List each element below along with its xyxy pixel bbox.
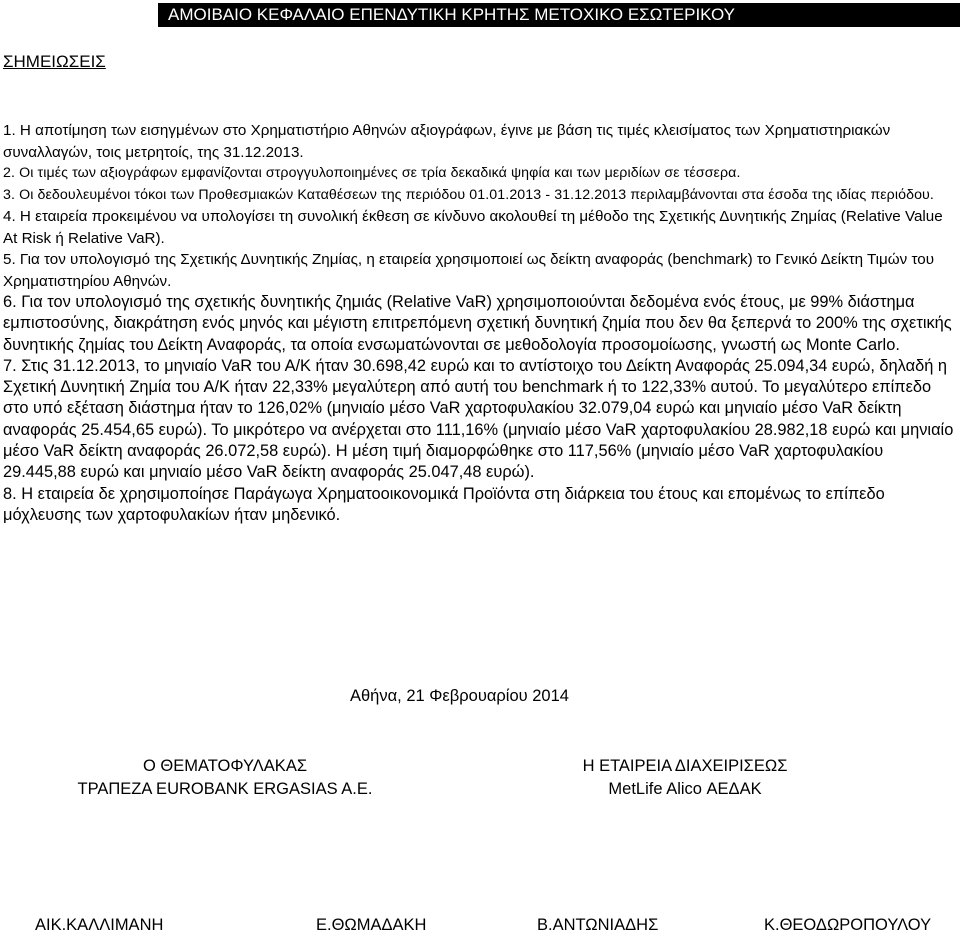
custodian-signature-block	[60, 756, 390, 799]
note-4: 4. Η εταιρεία προκειμένου να υπολογίσει τη συνολική έκθεση σε κίνδυνο ακολουθεί τη μέθοδο της Σχετικής Δυνητικής Ζημίας (Relative Value At Risk ή Relative VaR).	[3, 208, 943, 247]
notes-list	[3, 120, 958, 526]
manager-signature-block	[535, 756, 835, 799]
signatory-name-1: ΑΙΚ.ΚΑΛΛΙΜΑΝΗ	[35, 916, 164, 934]
manager-title: Η ΕΤΑΙΡΕΙΑ ΔΙΑΧΕΙΡΙΣΕΩΣ	[582, 757, 788, 775]
manager-name: MetLife Alico ΑΕΔΑΚ	[608, 780, 762, 798]
custodian-title: Ο ΘΕΜΑΤΟΦΥΛΑΚΑΣ	[142, 757, 308, 775]
note-1: 1. Η αποτίμηση των εισηγμένων στο Χρηματιστήριο Αθηνών αξιογράφων, έγινε με βάση τις τιμές κλεισίματος των Χρηματιστηριακών συναλλαγών, τοις μετρητοίς, της 31.12.2013.	[3, 122, 891, 161]
custodian-name: ΤΡΑΠΕΖΑ EUROBANK ERGASIAS A.E.	[77, 780, 373, 798]
note-5: 5. Για τον υπολογισμό της Σχετικής Δυνητικής Ζημίας, η εταιρεία χρησιμοποιεί ως δείκτη αναφοράς (benchmark) το Γενικό Δείκτη Τιμών του Χρηματιστηρίου Αθηνών.	[3, 251, 935, 290]
signatory-name-2: Ε.ΘΩΜΑΔΑΚΗ	[316, 916, 427, 934]
note-6: 6. Για τον υπολογισμό της σχετικής δυνητικής ζημιάς (Relative VaR) χρησιμοποιούνται δεδομένα ενός έτους, με 99% διάστημα εμπιστοσύνης, διακράτηση ενός μηνός και μέγιστη επιτρεπόμενη σχετική δυνητική ζημία που δεν θα ξεπερνά το 200% της σχετικής δυνητικής ζημίας του Δείκτη Αναφοράς, τα οποία ενσωματώνονται σε μεθοδολογία προσομοίωσης, γνωστή ως Monte Carlo.	[3, 293, 952, 354]
note-7: 7. Στις 31.12.2013, το μηνιαίο VaR του Α/Κ ήταν 30.698,42 ευρώ και το αντίστοιχο του Δείκτη Αναφοράς 25.094,34 ευρώ, δηλαδή η Σχετική Δυνητική Ζημία του Α/Κ ήταν 22,33% μεγαλύτερη από αυτή του benchmark ή το 122,33% αυτού. Το μεγαλύτερο επίπεδο στο υπό εξέταση διάστημα ήταν το 126,02% (μηνιαίο μέσο VaR χαρτοφυλακίου 32.079,04 ευρώ και μηνιαίο μέσο VaR δείκτη αναφοράς 25.454,65 ευρώ). Το μικρότερο να ανέρχεται στο 111,16% (μηνιαίο μέσο VaR χαρτοφυλακίου 28.982,18 ευρώ και μηνιαίο μέσο VaR δείκτη αναφοράς 26.072,58 ευρώ). Η μέση τιμή διαμορφώθηκε στο 117,56% (μηνιαίο μέσο VaR χαρτοφυλακίου 29.445,88 ευρώ και μηνιαίο μέσο VaR δείκτη αναφοράς 25.047,48 ευρώ).	[3, 356, 954, 482]
place-date: Αθήνα, 21 Φεβρουαρίου 2014	[350, 687, 569, 705]
fund-title: ΑΜΟΙΒΑΙΟ ΚΕΦΑΛΑΙΟ ΕΠΕΝΔΥΤΙΚΗ ΚΡΗΤΗΣ ΜΕΤΟΧΙΚΟ ΕΣΩΤΕΡΙΚΟΥ	[168, 5, 736, 24]
fund-title-bar	[158, 3, 960, 27]
note-2: 2. Οι τιμές των αξιογράφων εμφανίζονται στρογγυλοποιημένες σε τρία δεκαδικά ψηφία και των μεριδίων σε τέσσερα.	[3, 165, 741, 181]
section-title: ΣΗΜΕΙΩΣΕΙΣ	[3, 52, 106, 71]
note-3: 3. Οι δεδουλευμένοι τόκοι των Προθεσμιακών Καταθέσεων της περιόδου 01.01.2013 - 31.12.2013 περιλαμβάνονται στα έσοδα της ιδίας περιόδου.	[3, 186, 934, 203]
signatory-name-4: Κ.ΘΕΟΔΩΡΟΠΟΥΛΟΥ	[764, 916, 932, 934]
note-8: 8. Η εταιρεία δε χρησιμοποίησε Παράγωγα Χρηματοοικονομικά Προϊόντα στη διάρκεια του έτους και επομένως το επίπεδο μόχλευσης των χαρτοφυλακίων ήταν μηδενικό.	[3, 484, 885, 524]
signatory-name-3: Β.ΑΝΤΩΝΙΑΔΗΣ	[537, 916, 659, 934]
